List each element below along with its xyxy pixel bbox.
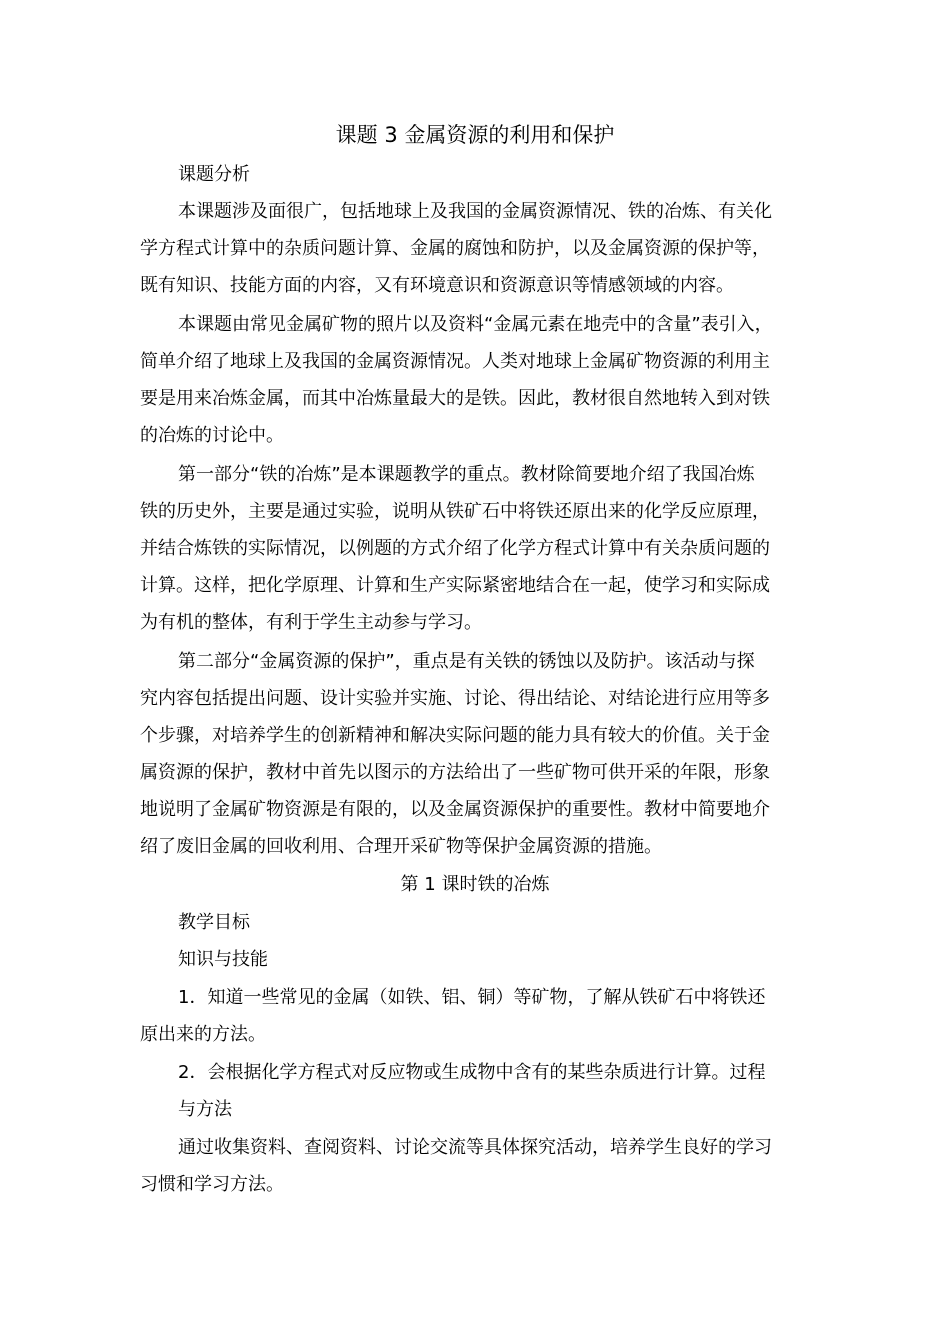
text-line: 为有机的整体，有利于学生主动参与学习。	[140, 612, 482, 633]
text-line: 第二部分“金属资源的保护”，重点是有关铁的锈蚀以及防护。该活动与探	[178, 651, 755, 672]
text-line: 通过收集资料、查阅资料、讨论交流等具体探究活动，培养学生良好的学习	[178, 1137, 772, 1158]
text-line: 习惯和学习方法。	[140, 1174, 284, 1195]
text-line: 第一部分“铁的冶炼”是本课题教学的重点。教材除简要地介绍了我国冶炼	[178, 464, 755, 485]
text-line: 绍了废旧金属的回收利用、合理开采矿物等保护金属资源的措施。	[140, 836, 662, 857]
text-line: 既有知识、技能方面的内容，又有环境意识和资源意识等情感领域的内容。	[140, 275, 734, 296]
section-heading-analysis: 课题分析	[178, 164, 250, 185]
section-heading-knowledge: 知识与技能	[178, 949, 268, 970]
text-line: 2．会根据化学方程式对反应物或生成物中含有的某些杂质进行计算。过程	[178, 1062, 766, 1083]
text-line: 属资源的保护，教材中首先以图示的方法给出了一些矿物可供开采的年限，形象	[140, 762, 770, 783]
text-line: 计算。这样，把化学原理、计算和生产实际紧密地结合在一起，使学习和实际成	[140, 575, 770, 596]
text-line: 要是用来冶炼金属，而其中冶炼量最大的是铁。因此，教材很自然地转入到对铁	[140, 388, 770, 409]
lesson-heading: 第 1 课时铁的冶炼	[400, 874, 550, 895]
text-line: 1．知道一些常见的金属（如铁、铝、铜）等矿物，了解从铁矿石中将铁还	[178, 987, 766, 1008]
text-line: 地说明了金属矿物资源是有限的，以及金属资源保护的重要性。教材中简要地介	[140, 799, 770, 820]
text-line: 本课题涉及面很广，包括地球上及我国的金属资源情况、铁的冶炼、有关化	[178, 201, 772, 222]
text-line: 个步骤，对培养学生的创新精神和解决实际问题的能力具有较大的价值。关于金	[140, 725, 770, 746]
text-line: 铁的历史外，主要是通过实验，说明从铁矿石中将铁还原出来的化学反应原理，	[140, 501, 770, 522]
text-line: 与方法	[178, 1099, 232, 1120]
text-line: 的冶炼的讨论中。	[140, 425, 284, 446]
text-line: 学方程式计算中的杂质问题计算、金属的腐蚀和防护，以及金属资源的保护等，	[140, 238, 770, 259]
text-line: 本课题由常见金属矿物的照片以及资料“金属元素在地壳中的含量”表引入，	[178, 314, 773, 335]
text-line: 并结合炼铁的实际情况，以例题的方式介绍了化学方程式计算中有关杂质问题的	[140, 538, 770, 559]
text-line: 简单介绍了地球上及我国的金属资源情况。人类对地球上金属矿物资源的利用主	[140, 351, 770, 372]
document-title: 课题 3 金属资源的利用和保护	[335, 123, 615, 147]
section-heading-objectives: 教学目标	[178, 912, 250, 933]
text-line: 原出来的方法。	[140, 1024, 266, 1045]
text-line: 究内容包括提出问题、设计实验并实施、讨论、得出结论、对结论进行应用等多	[140, 688, 770, 709]
